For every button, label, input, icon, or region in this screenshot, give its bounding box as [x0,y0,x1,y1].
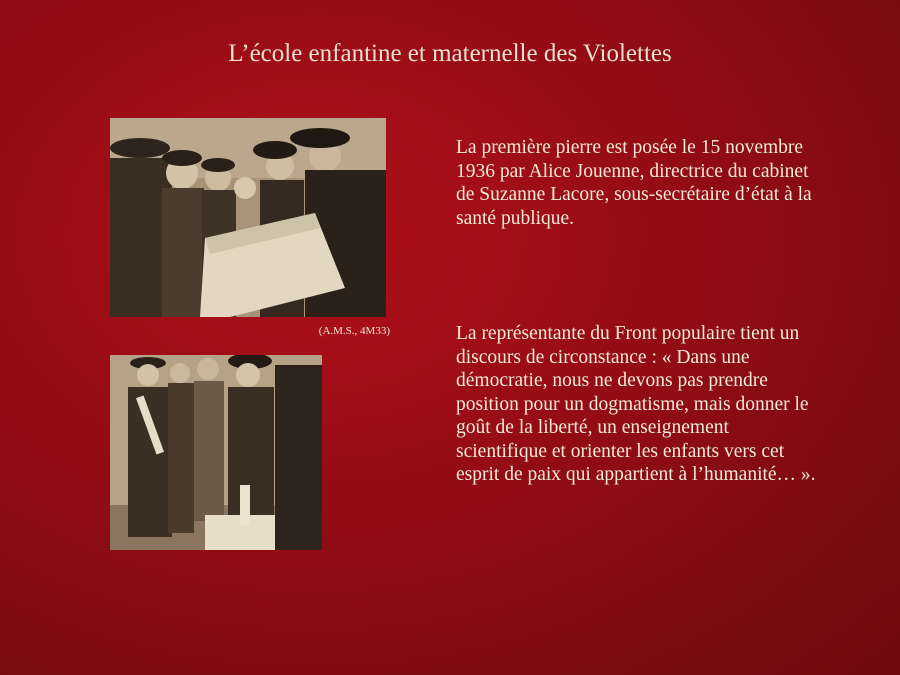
photo-caption: (A.M.S., 4M33) [318,325,390,337]
paragraph-speech-quote: La représentante du Front populaire tient un discours de circonstance : « Dans une démocratie, nous ne devons pas prendre position pour un dogmatisme, mais donner le goût de la liberté, un enseignement scientifique et orienter les enfants vers cet esprit de paix qui appartient à l’humanité… ». [456,323,816,485]
slide-title: L’école enfantine et maternelle des Violettes [228,40,672,67]
paragraph-first-stone: La première pierre est posée le 15 novembre 1936 par Alice Jouenne, directrice du cabinet de Suzanne Lacore, sous-secrétaire d’état à la santé publique. [456,137,812,229]
photo-first-stone-ceremony [110,355,322,550]
photo-group-examining-plans [110,118,386,317]
